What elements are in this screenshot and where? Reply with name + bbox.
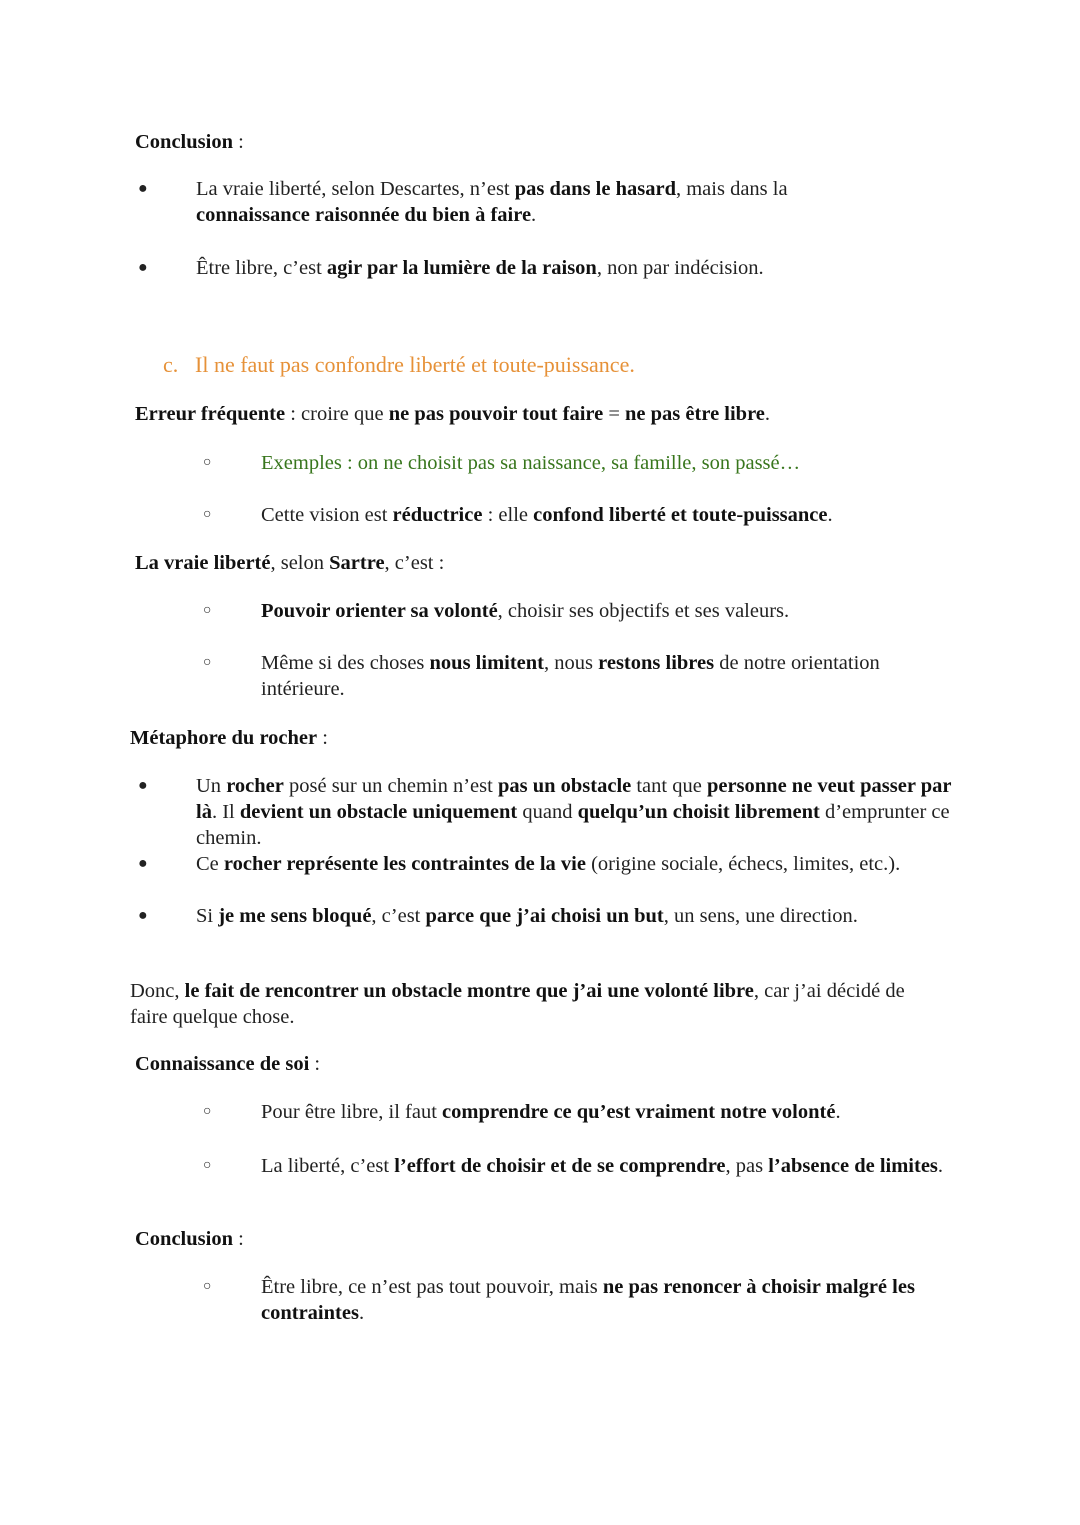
text-runs: [196, 853, 900, 875]
heading-text: Il ne faut pas confondre liberté et toute-puissance.: [195, 352, 635, 377]
paragraph: [135, 1051, 320, 1077]
conclusion-label: [135, 129, 244, 155]
text: Un: [196, 775, 227, 797]
text-runs: [130, 727, 328, 749]
text: Donc,: [130, 980, 185, 1002]
bullet-item: [138, 851, 971, 877]
sub-bullet-item: [203, 1153, 961, 1179]
bold-text: ne pas renoncer à choisir malgré les contraintes: [261, 1276, 915, 1324]
bold-text: l’effort de choisir et de se comprendre: [394, 1155, 726, 1177]
paragraph: [130, 978, 930, 1030]
bold-text: connaissance raisonnée du bien à faire: [196, 204, 532, 226]
text: , car j’ai décidé de faire quelque chose.: [130, 980, 905, 1028]
section-heading: [163, 352, 635, 378]
bold-text: Erreur fréquente: [135, 403, 286, 425]
text: =: [603, 403, 626, 425]
bullet-item: [138, 255, 916, 281]
circle-bullet-icon: ○: [203, 455, 212, 470]
text-runs: [261, 1101, 841, 1123]
bold-text: réductrice: [392, 504, 483, 526]
bold-text: parce que j’ai choisi un but: [425, 905, 664, 927]
text: .: [937, 1155, 944, 1177]
text: .: [358, 1302, 365, 1324]
bullet-icon: ●: [138, 259, 148, 276]
sub-bullet-item: [203, 1274, 921, 1326]
text: Même si des choses: [261, 652, 430, 674]
bullet-icon: ●: [138, 907, 148, 924]
bold-text: ne pas pouvoir tout faire: [388, 403, 604, 425]
text: :: [317, 727, 328, 749]
bold-text: confond liberté et toute-puissance: [533, 504, 828, 526]
text-runs: [196, 178, 788, 226]
bullet-item: [138, 773, 971, 851]
text: : elle: [482, 504, 534, 526]
text-runs: [261, 452, 800, 474]
bold-text: comprendre ce qu’est vraiment notre volonté: [442, 1101, 836, 1123]
bold-text: Conclusion: [135, 131, 233, 153]
text-runs: [261, 1155, 943, 1177]
text: , nous: [544, 652, 599, 674]
text-runs: [196, 905, 858, 927]
bold-text: ne pas être libre: [625, 403, 765, 425]
text: tant que: [631, 775, 707, 797]
sub-bullet-item: [203, 598, 981, 624]
text: : croire que: [285, 403, 389, 425]
text-runs: [135, 403, 770, 425]
circle-bullet-icon: ○: [203, 1279, 212, 1294]
text-runs: [261, 600, 789, 622]
text: Pour être libre, il faut: [261, 1101, 443, 1123]
paragraph: [130, 725, 328, 751]
circle-bullet-icon: ○: [203, 507, 212, 522]
text: . Il: [211, 801, 240, 823]
bold-text: je me sens bloqué: [218, 905, 372, 927]
bullet-item: [138, 176, 896, 228]
text: La vraie liberté, selon Descartes, n’est: [196, 178, 515, 200]
text: , c’est: [371, 905, 426, 927]
text-runs: [261, 1276, 915, 1324]
text-runs: [135, 1053, 320, 1075]
circle-bullet-icon: ○: [203, 1158, 212, 1173]
circle-bullet-icon: ○: [203, 1104, 212, 1119]
text: .: [531, 204, 537, 226]
text: Cette vision est: [261, 504, 393, 526]
text: Exemples : on ne choisit pas sa naissance, sa famille, son passé…: [261, 452, 801, 474]
text: Être libre, c’est: [196, 257, 327, 279]
text: , un sens, une direction.: [663, 905, 858, 927]
text: , non par indécision.: [596, 257, 764, 279]
paragraph: [135, 550, 444, 576]
sub-bullet-item: [203, 502, 981, 528]
bold-text: personne ne veut passer par là: [196, 775, 952, 823]
heading-marker: c.: [163, 352, 179, 377]
text: Si: [196, 905, 219, 927]
bold-text: le fait de rencontrer un obstacle montre que j’ai une volonté libre: [184, 980, 754, 1002]
text: de notre orientation intérieure.: [261, 652, 880, 700]
bold-text: devient un obstacle uniquement: [239, 801, 518, 823]
text-runs: [196, 775, 951, 849]
bold-text: agir par la lumière de la raison: [326, 257, 597, 279]
sub-bullet-item: [203, 1099, 981, 1125]
bold-text: rocher: [226, 775, 284, 797]
text: , selon: [270, 552, 330, 574]
text-runs: [196, 257, 764, 279]
circle-bullet-icon: ○: [203, 655, 212, 670]
text-runs: [130, 980, 905, 1028]
bold-text: Connaissance de soi: [135, 1053, 310, 1075]
bold-text: Sartre: [329, 552, 385, 574]
text: Être libre, ce n’est pas tout pouvoir, mais: [261, 1276, 603, 1298]
text: .: [827, 504, 833, 526]
bullet-icon: ●: [138, 855, 148, 872]
bold-text: Métaphore du rocher: [130, 727, 318, 749]
bold-text: quelqu’un choisit librement: [577, 801, 820, 823]
text: :: [232, 1228, 244, 1250]
text: , pas: [725, 1155, 769, 1177]
bold-text: pas dans le hasard: [514, 178, 676, 200]
text: :: [232, 131, 244, 153]
bullet-icon: ●: [138, 180, 148, 197]
bold-text: rocher représente les contraintes de la vie: [223, 853, 586, 875]
bold-text: La vraie liberté: [135, 552, 271, 574]
text: quand: [517, 801, 578, 823]
bold-text: pas un obstacle: [497, 775, 632, 797]
text: .: [764, 403, 771, 425]
bold-text: nous limitent: [429, 652, 545, 674]
sub-bullet-item: [203, 650, 881, 702]
text-runs: [135, 131, 244, 153]
text: La liberté, c’est: [261, 1155, 395, 1177]
text: posé sur un chemin n’est: [283, 775, 498, 797]
paragraph: [135, 401, 770, 427]
circle-bullet-icon: ○: [203, 603, 212, 618]
text: (origine sociale, échecs, limites, etc.).: [585, 853, 901, 875]
text: , choisir ses objectifs et ses valeurs.: [497, 600, 790, 622]
text-runs: [135, 1228, 244, 1250]
text-runs: [261, 652, 880, 700]
conclusion-label: [135, 1226, 244, 1252]
bold-text: Conclusion: [135, 1228, 233, 1250]
text-runs: [261, 504, 833, 526]
text-runs: [135, 552, 444, 574]
text: d’emprunter ce chemin.: [196, 801, 950, 849]
text: :: [309, 1053, 321, 1075]
sub-bullet-item: [203, 450, 981, 476]
text: , c’est :: [384, 552, 445, 574]
text: , mais dans la: [675, 178, 788, 200]
bold-text: l’absence de limites: [768, 1155, 938, 1177]
text: Ce: [196, 853, 224, 875]
bullet-icon: ●: [138, 777, 148, 794]
bold-text: restons libres: [598, 652, 715, 674]
bullet-item: [138, 903, 996, 929]
text: .: [835, 1101, 841, 1123]
bold-text: Pouvoir orienter sa volonté: [261, 600, 498, 622]
